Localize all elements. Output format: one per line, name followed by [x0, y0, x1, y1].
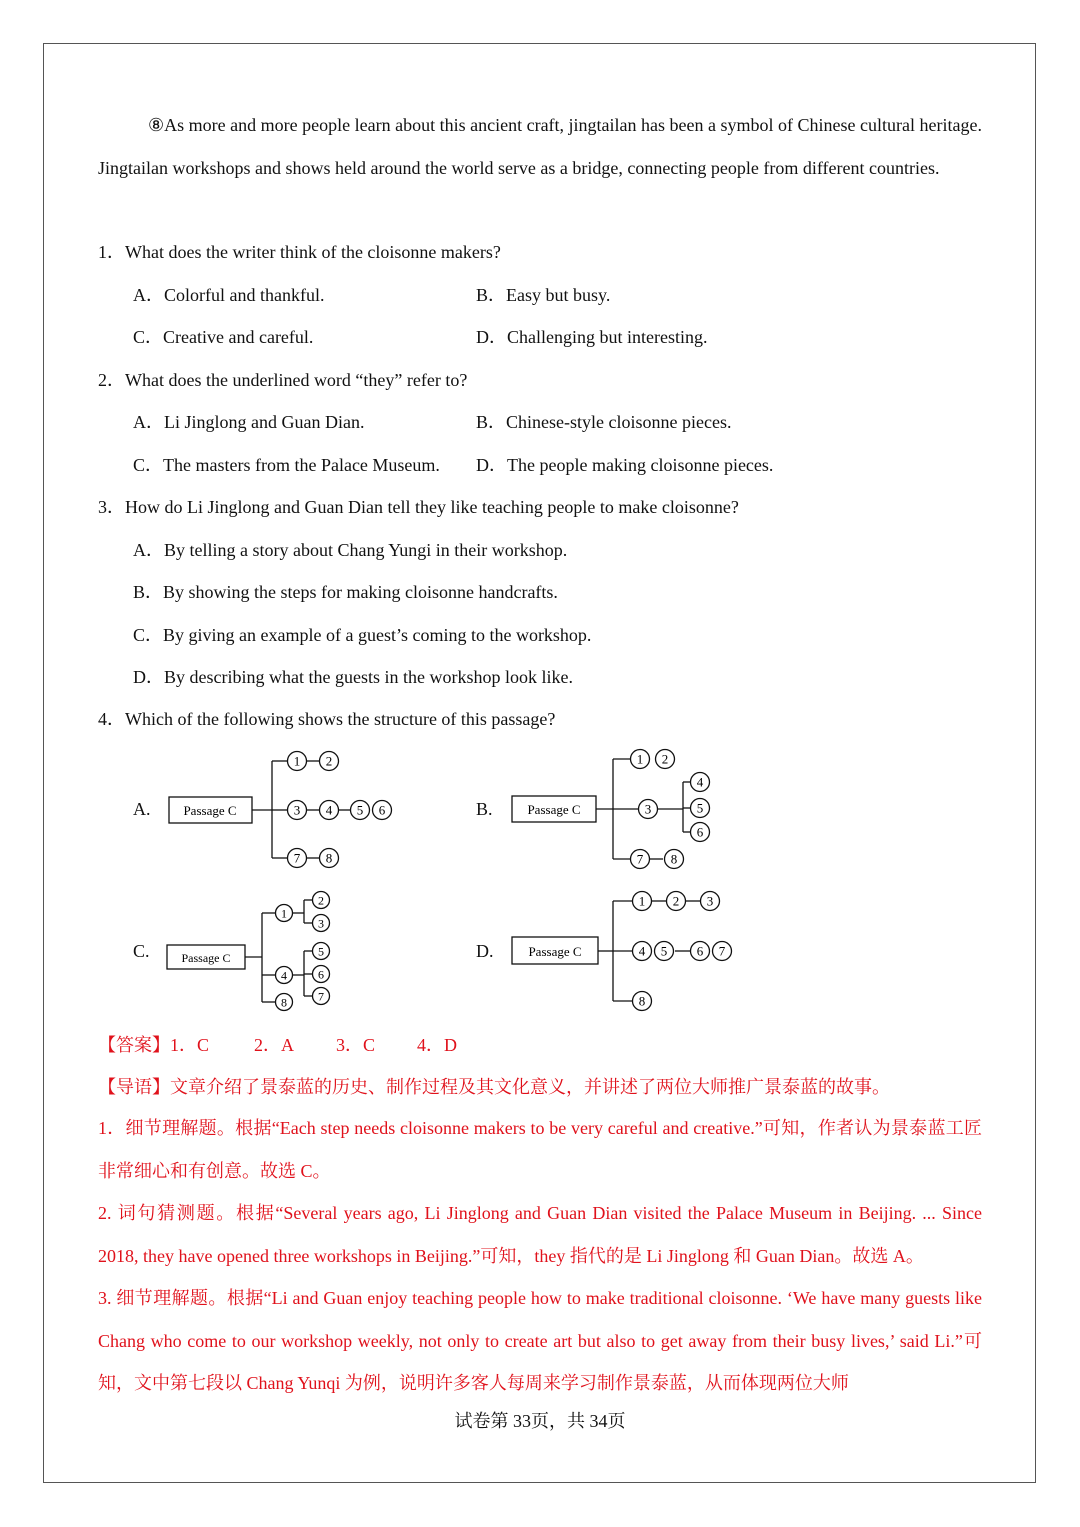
diagram-b-node-4	[691, 773, 710, 792]
diagram-d-node-6	[691, 942, 710, 961]
intro-label: 【导语】	[98, 1077, 170, 1097]
q3-option-c: C．By giving an example of a guest’s coming to the workshop.	[133, 625, 592, 645]
svg-text:8: 8	[281, 995, 287, 1010]
q1-option-b: B．Easy but busy.	[476, 285, 611, 305]
question-1-stem: 1．What does the writer think of the cloisonne makers?	[98, 242, 501, 262]
diagram-b-node-8	[665, 850, 684, 869]
analysis-q1: 1．细节理解题。根据“Each step needs cloisonne makers to be very careful and creative.”可知，作者认为景泰蓝工匠非常细心和有创意。故选 C。	[98, 1118, 982, 1181]
svg-text:7: 7	[718, 943, 726, 959]
q3-option-d: D．By describing what the guests in the workshop look like.	[133, 667, 573, 687]
diagram-c-node-8	[276, 994, 293, 1011]
q4-option-c-label: C.	[133, 941, 150, 961]
structure-diagram-c	[160, 885, 350, 1015]
page-footer: 试卷第 33页，共 34页	[454, 1411, 626, 1431]
diagram-d-node-4	[633, 942, 652, 961]
svg-text:2: 2	[672, 893, 680, 909]
diagram-c-node-7	[313, 988, 330, 1005]
question-4-stem: 4．Which of the following shows the structure of this passage?	[98, 709, 556, 729]
svg-text:1: 1	[636, 751, 644, 767]
diagram-a-node-2	[320, 752, 339, 771]
answer-2: 2．A	[254, 1035, 295, 1055]
q2-option-c: C．The masters from the Palace Museum.	[133, 455, 440, 475]
diagram-a-node-7	[288, 849, 307, 868]
structure-diagram-b	[503, 745, 733, 875]
diagram-d-node-5	[655, 942, 674, 961]
intro-line	[98, 1075, 890, 1099]
q1-option-c: C．Creative and careful.	[133, 327, 314, 347]
svg-text:5: 5	[660, 943, 668, 959]
diagram-c-node-6	[313, 966, 330, 983]
svg-text:1: 1	[293, 753, 301, 769]
diagram-d-node-2	[667, 892, 686, 911]
diagram-d-node-3	[701, 892, 720, 911]
svg-text:6: 6	[696, 943, 704, 959]
svg-text:8: 8	[670, 851, 678, 867]
q4-option-a-label: A.	[133, 799, 151, 819]
svg-text:5: 5	[696, 800, 704, 816]
diagram-a-node-8	[320, 849, 339, 868]
diagram-b-node-2	[656, 750, 675, 769]
svg-text:5: 5	[318, 944, 324, 959]
svg-text:2: 2	[318, 893, 324, 908]
answer-1: 1．C	[170, 1035, 210, 1055]
answer-line	[98, 1033, 457, 1057]
analysis-q2: 2. 词句猜测题。根据“Several years ago, Li Jinglong and Guan Dian visited the Palace Museum in Beijing. ... Since 2018, they have opened three workshops in Beijing.”可知，they 指代的是 Li Jinglong 和 Guan Dian。故选 A。	[98, 1203, 982, 1266]
structure-diagram-a	[160, 745, 410, 875]
svg-text:3: 3	[318, 916, 324, 931]
q3-option-b: B．By showing the steps for making cloisonne handcrafts.	[133, 582, 558, 602]
diagram-c-node-3	[313, 915, 330, 932]
svg-text:3: 3	[644, 801, 652, 817]
q4-option-b-label: B.	[476, 799, 493, 819]
diagram-a-node-3	[288, 801, 307, 820]
svg-text:1: 1	[281, 906, 287, 921]
answer-heading: 【答案】	[98, 1035, 170, 1055]
svg-text:3: 3	[293, 802, 301, 818]
svg-text:7: 7	[318, 989, 324, 1004]
svg-text:4: 4	[281, 968, 287, 983]
analysis-q3: 3. 细节理解题。根据“Li and Guan enjoy teaching people how to make traditional cloisonne. ‘We have many guests like Chang who come to our workshop weekly, not only to create art but also to get away from their busy lives,’ said Li.”可知，文中第七段以 Chang Yunqi 为例，说明许多客人每周来学习制作景泰蓝，从而体现两位大师	[98, 1288, 982, 1393]
diagram-b-box-label: Passage C	[527, 802, 581, 817]
passage-paragraph-8: ⑧As more and more people learn about this ancient craft, jingtailan has been a symbol of Chinese cultural heritage. Jingtailan workshops and shows held around the world serve as a bridge, connecting people from different countries.	[98, 115, 982, 178]
q2-option-d: D．The people making cloisonne pieces.	[476, 455, 774, 475]
q3-option-a: A．By telling a story about Chang Yungi in their workshop.	[133, 540, 568, 560]
diagram-a-node-1	[288, 752, 307, 771]
svg-text:2: 2	[325, 753, 333, 769]
svg-text:8: 8	[325, 850, 333, 866]
answer-3: 3．C	[336, 1035, 376, 1055]
q1-option-d: D．Challenging but interesting.	[476, 327, 708, 347]
q1-option-a: A．Colorful and thankful.	[133, 285, 325, 305]
diagram-b-node-7	[631, 850, 650, 869]
intro-text: 文章介绍了景泰蓝的历史、制作过程及其文化意义，并讲述了两位大师推广景泰蓝的故事。	[170, 1077, 890, 1097]
question-3-stem: 3．How do Li Jinglong and Guan Dian tell they like teaching people to make cloisonne?	[98, 497, 739, 517]
svg-text:4: 4	[638, 943, 646, 959]
svg-text:1: 1	[638, 893, 646, 909]
svg-text:7: 7	[293, 850, 301, 866]
structure-diagram-d	[503, 885, 743, 1015]
svg-text:7: 7	[636, 851, 644, 867]
svg-text:3: 3	[706, 893, 714, 909]
svg-text:8: 8	[638, 993, 646, 1009]
diagram-c-node-2	[313, 892, 330, 909]
diagram-b-node-1	[631, 750, 650, 769]
diagram-c-box-label: Passage C	[181, 951, 231, 965]
svg-text:6: 6	[378, 802, 386, 818]
diagram-c-node-5	[313, 943, 330, 960]
diagram-d-node-7	[713, 942, 732, 961]
svg-text:5: 5	[356, 802, 364, 818]
svg-text:4: 4	[325, 802, 333, 818]
svg-text:2: 2	[661, 751, 669, 767]
q2-option-a: A．Li Jinglong and Guan Dian.	[133, 412, 365, 432]
svg-text:4: 4	[696, 774, 704, 790]
svg-text:6: 6	[318, 967, 324, 982]
q4-option-d-label: D.	[476, 941, 494, 961]
answer-4: 4．D	[417, 1035, 458, 1055]
svg-text:6: 6	[696, 824, 704, 840]
diagram-a-node-6	[373, 801, 392, 820]
diagram-a-node-5	[351, 801, 370, 820]
diagram-c-node-4	[276, 967, 293, 984]
diagram-a-node-4	[320, 801, 339, 820]
question-2-stem: 2．What does the underlined word “they” refer to?	[98, 370, 468, 390]
diagram-b-node-3	[639, 800, 658, 819]
diagram-d-node-8	[633, 992, 652, 1011]
diagram-c-node-1	[276, 905, 293, 922]
q2-option-b: B．Chinese-style cloisonne pieces.	[476, 412, 732, 432]
diagram-b-node-6	[691, 823, 710, 842]
diagram-a-box-label: Passage C	[183, 803, 237, 818]
diagram-d-node-1	[633, 892, 652, 911]
diagram-d-box-label: Passage C	[528, 944, 582, 959]
diagram-b-node-5	[691, 799, 710, 818]
